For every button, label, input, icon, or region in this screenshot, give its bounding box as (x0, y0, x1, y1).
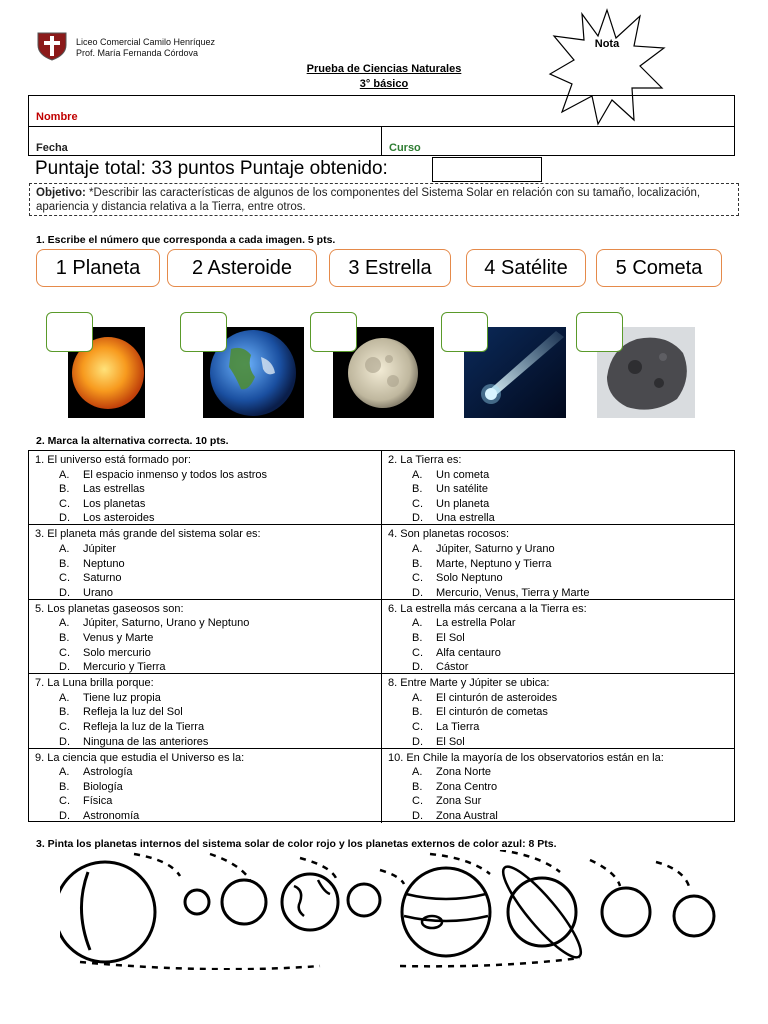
question-9 (29, 749, 382, 823)
option-asteroide: 2 Asteroide (167, 249, 317, 287)
score-text: Puntaje total: 33 puntos Puntaje obtenido: (35, 158, 388, 179)
option[interactable]: B. Neptuno (59, 557, 125, 570)
option[interactable]: C. Saturno (59, 572, 122, 585)
sun-inner-arc (81, 872, 90, 950)
option[interactable]: A. El cinturón de asteroides (412, 691, 558, 704)
question-row (29, 674, 734, 748)
student-info-table (28, 95, 735, 156)
jupiter-outline (402, 868, 490, 956)
nota-label: Nota (594, 38, 620, 50)
option[interactable]: A. La estrella Polar (412, 617, 516, 630)
option[interactable]: A. Un cometa (412, 468, 490, 481)
mercury-outline (185, 890, 209, 914)
option[interactable]: D. Los asteroides (59, 512, 155, 525)
option[interactable]: D. Ninguna de las anteriores (59, 735, 209, 748)
question-row (29, 600, 734, 674)
mars-outline (348, 884, 380, 916)
earth-outline (282, 874, 338, 930)
question-row (29, 749, 734, 823)
question-text: 6. La estrella más cercana a la Tierra es: (388, 602, 587, 615)
option[interactable]: C. Zona Sur (412, 795, 482, 808)
q1-heading: 1. Escribe el número que corresponda a cada imagen. 5 pts. (36, 234, 336, 246)
question-10 (382, 749, 736, 823)
option[interactable]: D. Cástor (412, 661, 469, 674)
q2-heading: 2. Marca la alternativa correcta. 10 pts. (36, 435, 229, 447)
option[interactable]: C. Un planeta (412, 497, 490, 510)
grade-label: 3° básico (359, 78, 409, 90)
score-box[interactable] (432, 157, 542, 182)
question-1 (29, 451, 382, 524)
question-grid (28, 450, 735, 822)
option[interactable]: C. Solo mercurio (59, 646, 151, 659)
option[interactable]: A. Júpiter (59, 542, 117, 555)
option[interactable]: D. Astronomía (59, 809, 140, 822)
option[interactable]: A. Astrología (59, 766, 133, 779)
question-row (29, 525, 734, 599)
question-text: 1. El universo está formado por: (35, 454, 191, 466)
neptune-outline (674, 896, 714, 936)
option[interactable]: C. La Tierra (412, 720, 480, 733)
option[interactable]: A. El espacio inmenso y todos los astros (59, 468, 268, 481)
option[interactable]: D. Urano (59, 586, 113, 599)
question-7 (29, 674, 382, 747)
question-text: 7. La Luna brilla porque: (35, 677, 154, 690)
question-text: 9. La ciencia que estudia el Universo es la: (35, 751, 245, 764)
option[interactable]: B. Las estrellas (59, 483, 145, 496)
venus-outline (222, 880, 266, 924)
option[interactable]: C. Refleja la luz de la Tierra (59, 720, 205, 733)
question-3 (29, 525, 382, 598)
fecha-field[interactable]: Fecha (36, 142, 68, 154)
school-logo (36, 31, 68, 61)
school-name: Liceo Comercial Camilo Henríquez (76, 37, 216, 47)
objective-text: *Describir las características de algunos de los componentes del Sistema Solar en relación con su tamaño, localización, apariencia y distancia relativa a la Tierra, entre otros. (36, 187, 701, 213)
option[interactable]: B. El cinturón de cometas (412, 706, 548, 719)
option[interactable]: B. Venus y Marte (59, 631, 154, 644)
saturn-outline (508, 878, 576, 946)
option[interactable]: C. Física (59, 795, 113, 808)
question-text: 10. En Chile la mayoría de los observatorios están en la: (388, 751, 664, 764)
teacher-name: Prof. María Fernanda Córdova (76, 48, 199, 58)
question-8 (382, 674, 736, 747)
option[interactable]: D. Una estrella (412, 512, 495, 525)
option[interactable]: B. Zona Centro (412, 780, 498, 793)
option-satelite: 4 Satélite (466, 249, 586, 287)
answer-box-moon[interactable] (310, 312, 357, 352)
option[interactable]: D. Zona Austral (412, 809, 498, 822)
question-2 (382, 451, 736, 524)
option-cometa: 5 Cometa (596, 249, 722, 287)
option[interactable]: C. Solo Neptuno (412, 572, 503, 585)
sun-outline (60, 862, 155, 962)
option[interactable]: B. Refleja la luz del Sol (59, 706, 183, 719)
option[interactable]: D. Mercurio y Tierra (59, 661, 166, 674)
answer-box-comet[interactable] (441, 312, 488, 352)
answer-box-sun[interactable] (46, 312, 93, 352)
q3-heading: 3. Pinta los planetas internos del sistema solar de color rojo y los planetas externos de color azul: 8 Pts. (36, 838, 557, 850)
test-title: Prueba de Ciencias Naturales (306, 63, 462, 75)
objective-label: Objetivo: (36, 187, 86, 199)
question-text: 5. Los planetas gaseosos son: (35, 602, 184, 615)
question-text: 2. La Tierra es: (388, 454, 462, 466)
option[interactable]: A. Tiene luz propia (59, 691, 161, 704)
option[interactable]: C. Alfa centauro (412, 646, 501, 659)
solar-system-drawing[interactable] (60, 850, 730, 970)
option[interactable]: B. Un satélite (412, 483, 488, 496)
option[interactable]: D. Mercurio, Venus, Tierra y Marte (412, 586, 590, 599)
option-estrella: 3 Estrella (329, 249, 451, 287)
answer-box-earth[interactable] (180, 312, 227, 352)
question-5 (29, 600, 382, 673)
question-6 (382, 600, 736, 673)
question-text: 3. El planeta más grande del sistema solar es: (35, 528, 261, 541)
nombre-field[interactable]: Nombre (36, 111, 78, 123)
school-info (76, 37, 215, 59)
question-text: 4. Son planetas rocosos: (388, 528, 510, 541)
curso-field[interactable]: Curso (389, 142, 421, 154)
option[interactable]: C. Los planetas (59, 497, 146, 510)
option-planeta: 1 Planeta (36, 249, 160, 287)
uranus-outline (602, 888, 650, 936)
option[interactable]: A. Júpiter, Saturno, Urano y Neptuno (59, 617, 250, 630)
answer-box-asteroid[interactable] (576, 312, 623, 352)
option[interactable]: A. Júpiter, Saturno y Urano (412, 542, 555, 555)
option[interactable]: B. El Sol (412, 631, 465, 644)
option[interactable]: B. Marte, Neptuno y Tierra (412, 557, 552, 570)
question-4 (382, 525, 736, 598)
option[interactable]: B. Biología (59, 780, 123, 793)
objective-box (29, 183, 739, 216)
option[interactable]: A. Zona Norte (412, 766, 492, 779)
option[interactable]: D. El Sol (412, 735, 465, 748)
question-row (29, 451, 734, 525)
question-text: 8. Entre Marte y Júpiter se ubica: (388, 677, 550, 690)
